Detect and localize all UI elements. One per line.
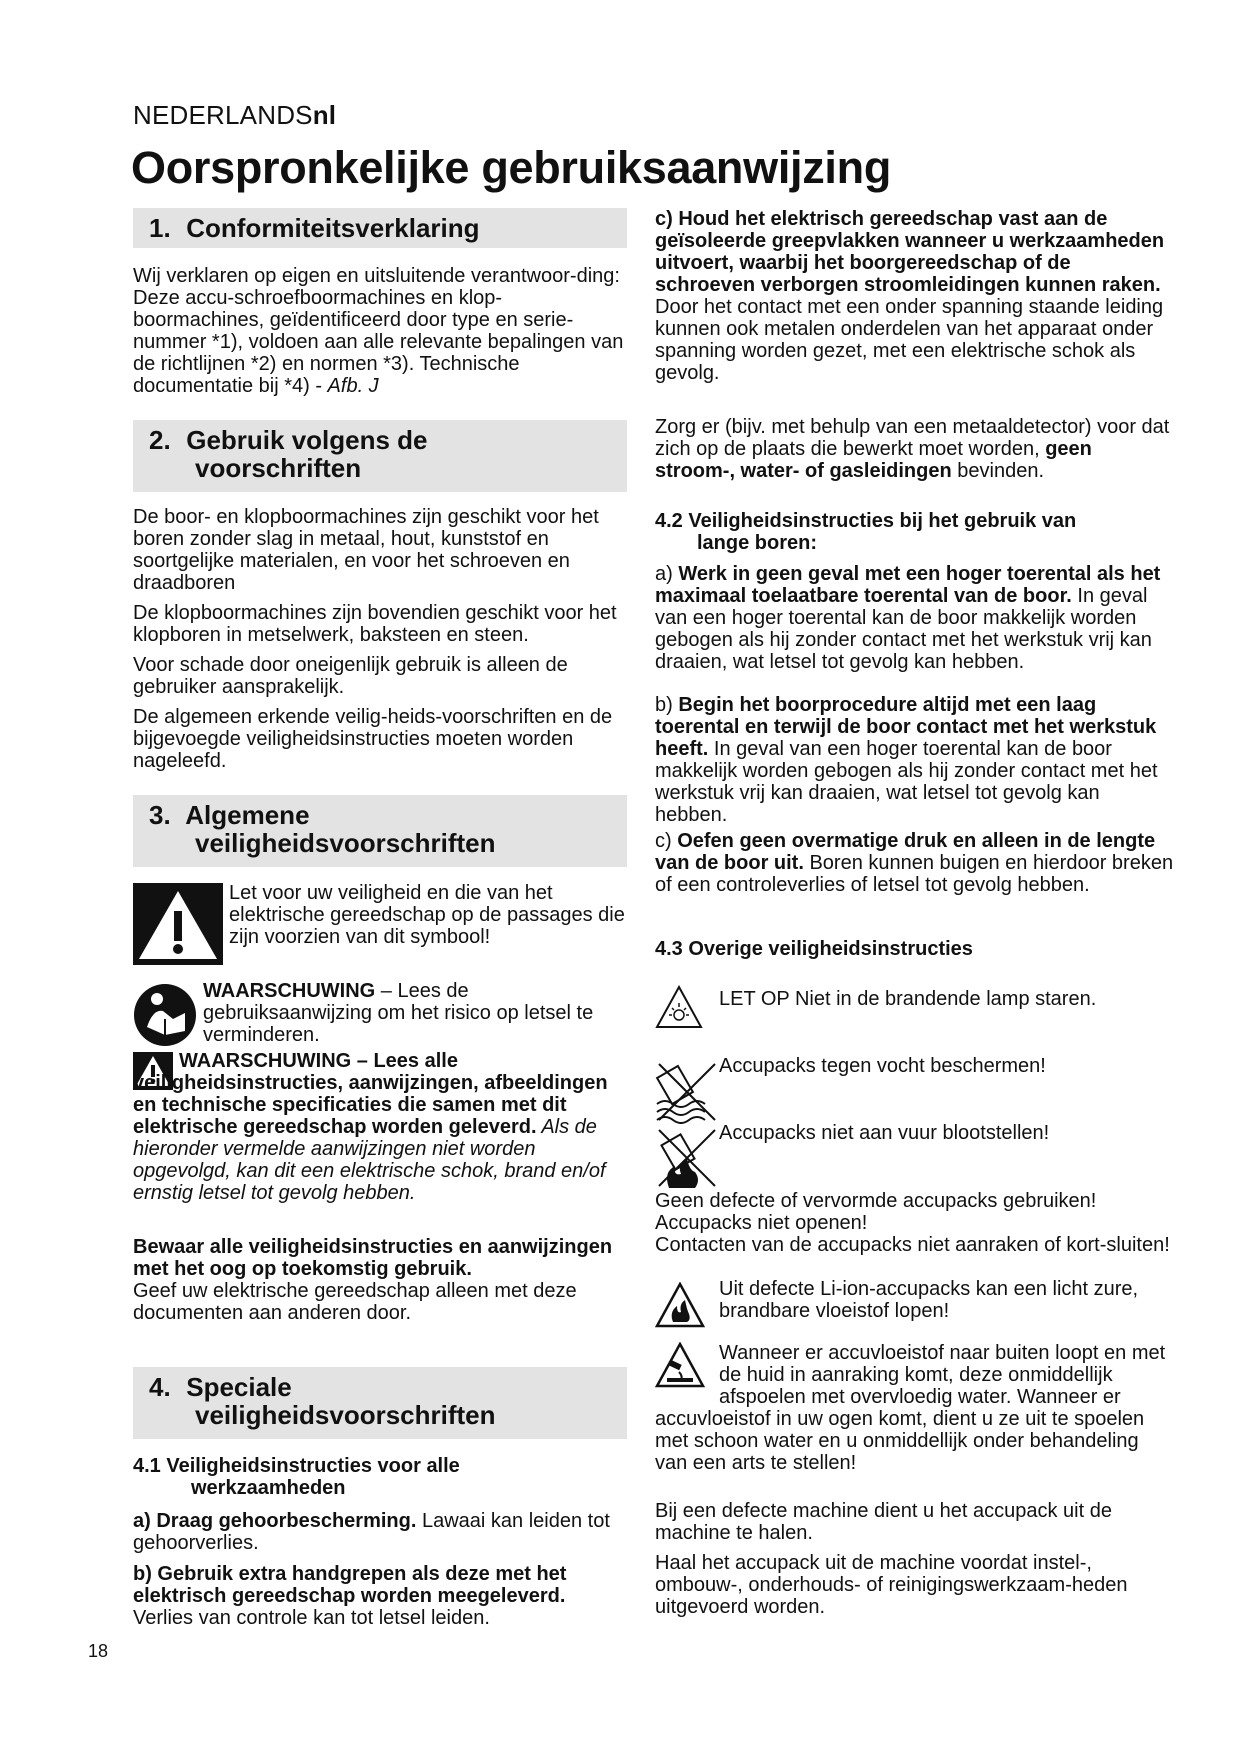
item-text: Lawaai kan leiden tot gehoorverlies. [133,1510,610,1554]
fluid-warning-text: Wanneer er accuvloeistof naar buiten loopt en met de huid in aanraking komt, deze onmiddellijk afspoelen met overvloedig water. Wanneer er accuvloeistof in uw ogen komt, dient u ze uit te spoelen met schoon water en u onmiddellijk onder behandeling van een arts te stellen! [655,1342,1166,1474]
language-code: nl [312,100,337,130]
item-4-1-c [655,208,1175,384]
detector-text-end: bevinden. [951,460,1044,482]
section-title-line2: veiligheidsvoorschriften [195,1400,496,1430]
item-text: Boren kunnen buigen en hierdoor breken of een controleverlies of letsel tot gevolg hebben. [655,852,1174,896]
subsection-title-line2: lange boren: [697,532,818,554]
warning-label: WAARSCHUWING [203,980,376,1002]
flammable-warning-icon [655,1282,705,1328]
item-marker: b) [655,694,679,716]
section-title-line1: Gebruik volgens de [186,425,428,455]
item-4-2-a [655,563,1175,673]
section-title-line2: voorschriften [195,453,362,483]
subsection-title-line1: 4.1 Veiligheidsinstructies voor alle [133,1455,460,1477]
battery-warnings [655,1190,1175,1256]
paragraph: Voor schade door oneigenlijk gebruik is alleen de gebruiker aansprakelijk. [133,654,568,698]
section-1-body [133,265,627,397]
liion-warning-text: Uit defecte Li-ion-accupacks kan een licht zure, brandbare vloeistof lopen! [719,1278,1139,1322]
warning-triangle-icon [133,883,223,965]
item-bold: Werk in geen geval met een hoger toerental als het maximaal toelaatbare toerental van de boor. [655,563,1161,607]
declaration-text: Wij verklaren op eigen en uitsluitende verantwoor-ding: Deze accu-schroefboormachines en klop-boormachines, geïdentificeerd door type en serie-nummer *1), voldoen aan alle relevante bepalingen van de richtlijnen *2) en normen *3). Technische documentatie bij *4) - [133,265,624,397]
warning-bold-text: WAARSCHUWING – Lees alle veiligheidsinstructies, aanwijzingen, afbeeldingen en technische specificaties die samen met dit elektrische gereedschap worden geleverd. [133,1050,608,1138]
figure-reference: Afb. J [327,375,379,397]
section-title-line2: veiligheidsvoorschriften [195,828,496,858]
language-header [133,100,336,131]
defect-warning-text: Geen defecte of vervormde accupacks gebruiken! [655,1190,1097,1212]
warning-read-all [133,1050,627,1204]
section-number: 2. [149,425,171,455]
contacts-warning-text: Contacten van de accupacks niet aanraken of kort-sluiten! [655,1234,1170,1256]
section-4-heading [133,1367,627,1439]
subsection-title-line2: werkzaamheden [191,1477,346,1499]
warning-text: – Lees de gebruiksaanwijzing om het risico op letsel te verminderen. [203,980,594,1046]
detector-text: Zorg er (bijv. met behulp van een metaaldetector) voor dat zich op de plaats die bewerkt moet worden, [655,416,1170,460]
lamp-warning-icon [655,985,703,1029]
symbol-explanation: Let voor uw veiligheid en die van het elektrische gereedschap op de passages die zijn voorzien van dit symbool! [229,882,625,948]
fluid-warning [655,1342,1175,1474]
item-marker: c) [655,830,678,852]
section-title-line1: Speciale [186,1372,292,1402]
read-manual-icon [133,983,197,1047]
item-4-2-b [655,694,1175,826]
no-fire-icon [655,1126,719,1190]
item-bold: c) Houd het elektrisch gereedschap vast aan de geïsoleerde greepvlakken wanneer u werkzaamheden uitvoert, waarbij het boorgereedschap of de schroeven verborgen stroomleidingen kunnen raken. [655,208,1165,296]
section-2-heading [133,420,627,492]
page-title: Oorspronkelijke gebruiksaanwijzing [131,142,892,193]
item-marker: a) [655,563,679,585]
item-bold: Oefen geen overmatige druk en alleen in de lengte van de boor uit. [655,830,1156,874]
section-title-line1: Algemene [185,800,310,830]
paragraph: De klopboormachines zijn bovendien geschikt voor het klopboren in metselwerk, baksteen en steen. [133,602,617,646]
subsection-4-3-heading: 4.3 Overige veiligheidsinstructies [655,938,973,960]
warning-read-manual [203,980,627,1046]
language-name: NEDERLANDS [133,100,313,130]
section-3-heading [133,795,627,867]
item-text: Door het contact met een onder spanning staande leiding kunnen ook metalen onderdelen van het apparaat onder spanning worden gezet, met een elektrische schok als gevolg. [655,296,1164,384]
no-open-warning-text: Accupacks niet openen! [655,1212,868,1234]
section-1-heading [133,208,627,248]
item-bold: a) Draag gehoorbescherming. [133,1510,417,1532]
item-text: Verlies van controle kan tot letsel leiden. [133,1607,490,1629]
paragraph: De boor- en klopboormachines zijn geschikt voor het boren zonder slag in metaal, hout, kunststof en soortgelijke materialen, en voor het schroeven en draadboren [133,506,599,594]
subsection-title-line1: 4.2 Veiligheidsinstructies bij het gebruik van [655,510,1077,532]
item-text: In geval van een hoger toerental kan de boor makkelijk worden gebogen als hij zonder contact met het werkstuk vrij kan draaien, wat letsel tot gevolg kan hebben. [655,738,1158,826]
item-4-1-b [133,1563,627,1629]
item-bold: b) Gebruik extra handgrepen als deze met het elektrisch gereedschap worden meegeleverd. [133,1563,567,1607]
item-4-1-a [133,1510,627,1554]
detector-paragraph [655,416,1175,482]
subsection-4-1-heading [133,1455,627,1499]
paragraph: De algemeen erkende veilig-heids-voorschriften en de bijgevoegde veiligheidsinstructies moeten worden nageleefd. [133,706,613,772]
remove-battery-text: Bij een defecte machine dient u het accupack uit de machine te halen. [655,1500,1112,1544]
section-number: 3. [149,800,171,830]
detector-bold: geen stroom-, water- of gasleidingen [655,438,1092,482]
section-number: 1. [149,213,171,243]
keep-instructions [133,1236,627,1324]
item-text: In geval van een hoger toerental kan de boor makkelijk worden gebogen als hij zonder contact met het werkstuk vrij kan draaien, wat letsel tot gevolg kan hebben. [655,585,1152,673]
keep-text: Geef uw elektrische gereedschap alleen met deze documenten aan anderen door. [133,1280,577,1324]
fire-warning-text: Accupacks niet aan vuur blootstellen! [719,1122,1050,1144]
item-4-2-c [655,830,1175,896]
no-moisture-icon [655,1060,719,1124]
lamp-warning-text: LET OP Niet in de brandende lamp staren. [719,988,1097,1010]
section-2-body [133,506,627,772]
section-title: Conformiteitsverklaring [186,213,480,243]
item-bold: Begin het boorprocedure altijd met een laag toerental en terwijl de boor contact met het werkstuk heeft. [655,694,1157,760]
keep-bold-text: Bewaar alle veiligheidsinstructies en aanwijzingen met het oog op toekomstig gebruik. [133,1236,613,1280]
page-number: 18 [88,1641,109,1661]
moisture-warning-text: Accupacks tegen vocht beschermen! [719,1055,1046,1077]
section-number: 4. [149,1372,171,1402]
warning-italic-text: Als de hieronder vermelde aanwijzingen niet worden opgevolgd, kan dit een elektrische schok, brand en/of ernstig letsel tot gevolg hebben. [133,1116,606,1204]
subsection-4-2-heading [655,510,1175,554]
before-maintenance-text: Haal het accupack uit de machine voordat instel-, ombouw-, onderhouds- of reinigingswerkzaam-heden uitgevoerd worden. [655,1552,1128,1618]
